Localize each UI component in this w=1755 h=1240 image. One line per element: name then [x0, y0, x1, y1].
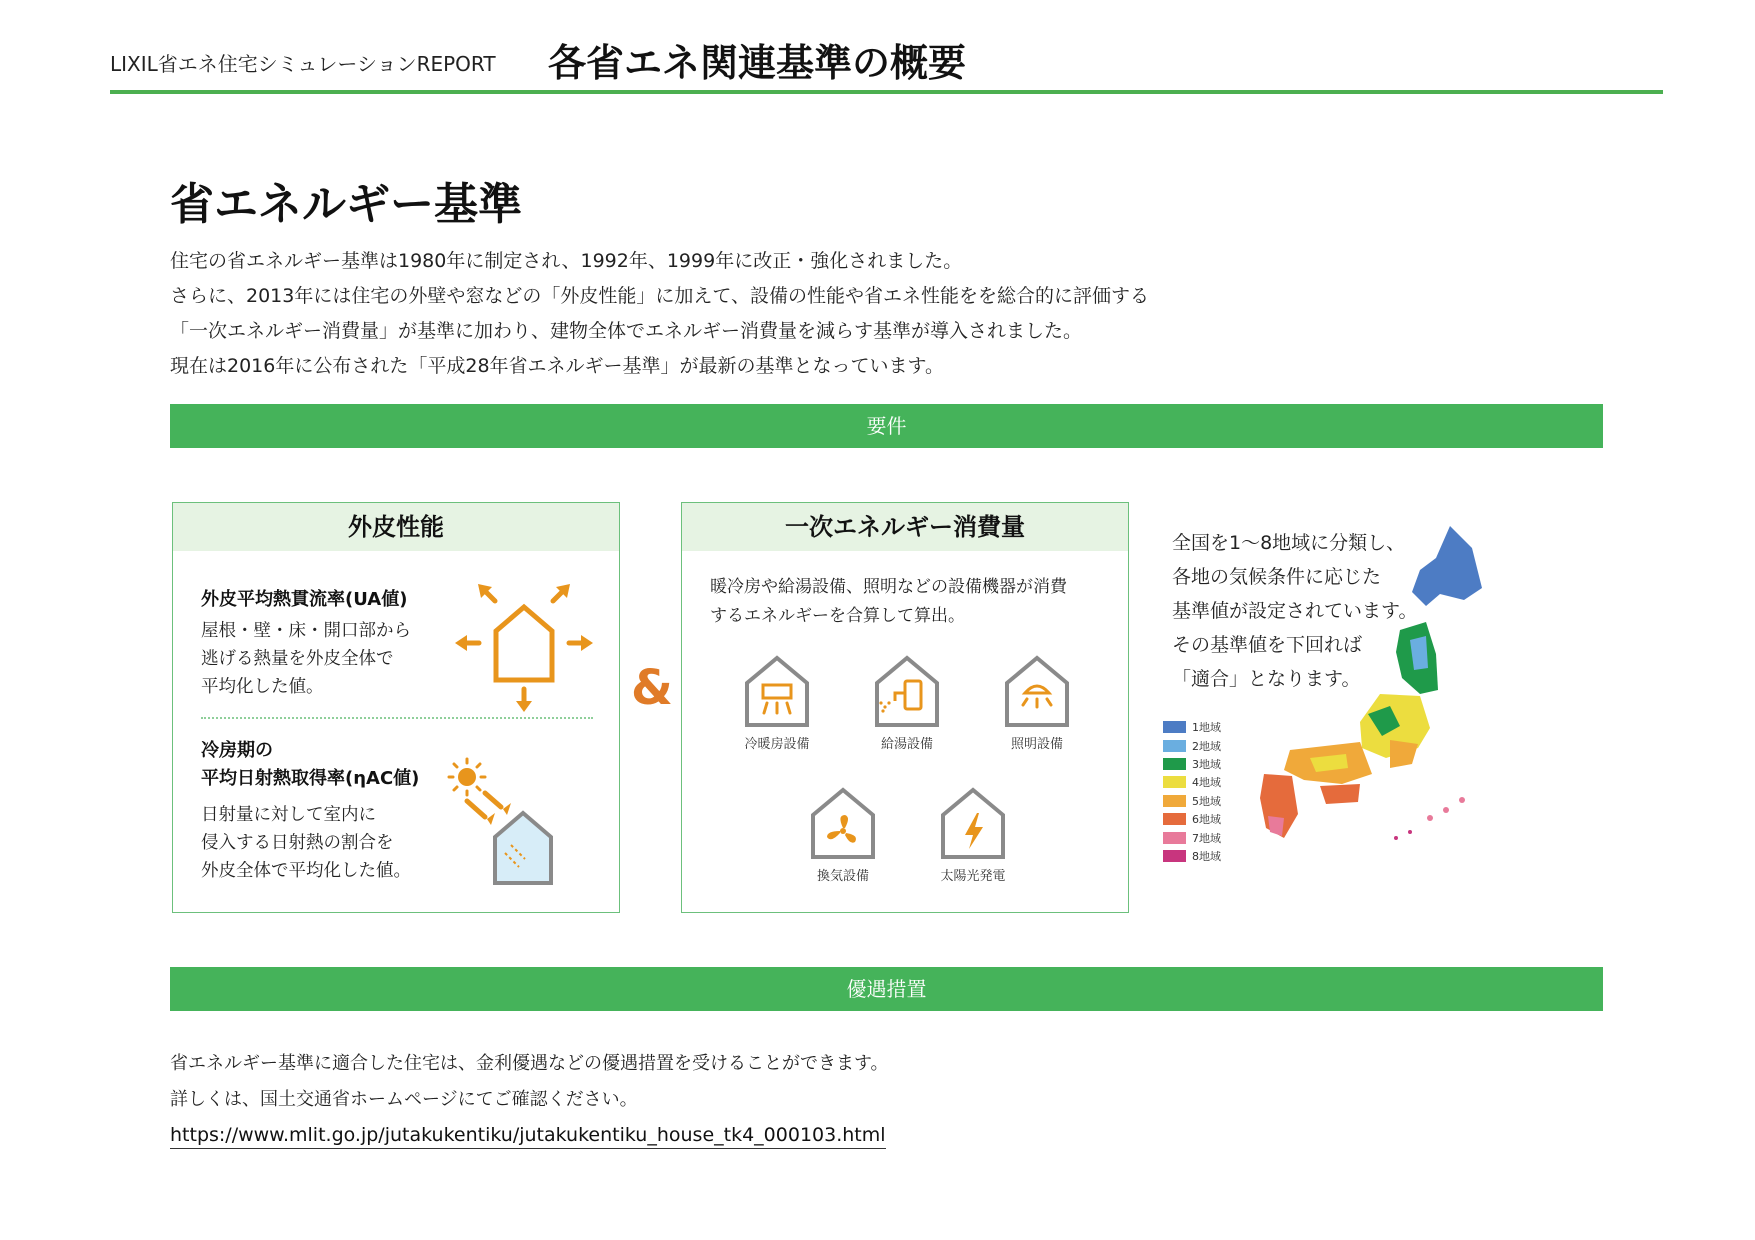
legend-item [1163, 755, 1221, 773]
footer-line: 省エネルギー基準に適合した住宅は、金利優遇などの優遇措置を受けることができます。 [170, 1053, 889, 1074]
intro-text [170, 248, 1570, 388]
ventilation-fan-icon [807, 785, 879, 863]
ua-description [201, 619, 411, 703]
map-region-kanto [1390, 740, 1418, 768]
mlit-link[interactable]: https://www.mlit.go.jp/jutakukentiku/jutakukentiku_house_tk4_000103.html [170, 1124, 886, 1149]
eta-line: 外皮全体で平均化した値。 [201, 861, 411, 881]
section-title: 省エネルギー基準 [170, 179, 522, 230]
legend-swatch [1163, 740, 1186, 752]
equipment-label: 太陽光発電 [940, 869, 1006, 884]
legend-label: 3地域 [1192, 757, 1221, 771]
requirements-bar: 要件 [170, 404, 1603, 448]
equipment-water-heater [852, 653, 962, 752]
map-region-hokkaido [1412, 526, 1482, 606]
desc-line: 暖冷房や給湯設備、照明などの設備機器が消費 [710, 577, 1067, 597]
eta-line: 日射量に対して室内に [201, 805, 376, 825]
japan-climate-map [1250, 518, 1490, 858]
report-subtitle: LIXIL省エネ住宅シミュレーションREPORT [110, 52, 496, 76]
equipment-solar [918, 785, 1028, 884]
desc-line: するエネルギーを合算して算出。 [710, 606, 965, 626]
primary-energy-description [710, 575, 1067, 633]
air-conditioner-icon [741, 653, 813, 731]
region-line: 「適合」となります。 [1172, 668, 1361, 690]
legend-swatch [1163, 776, 1186, 788]
legend-label: 4地域 [1192, 776, 1221, 790]
solar-gain-house-icon [441, 753, 566, 893]
equipment-label: 換気設備 [816, 869, 869, 884]
legend-item [1163, 718, 1221, 736]
legend-item [1163, 810, 1221, 828]
legend-item [1163, 847, 1221, 865]
ua-title: 外皮平均熱貫流率(UA値) [201, 589, 408, 610]
intro-line: 現在は2016年に公布された「平成28年省エネルギー基準」が最新の基準となっています。 [170, 355, 945, 377]
intro-line: 「一次エネルギー消費量」が基準に加わり、建物全体でエネルギー消費量を減らす基準が導入されました。 [170, 320, 1083, 342]
legend-item [1163, 828, 1221, 846]
intro-line: さらに、2013年には住宅の外壁や窓などの「外皮性能」に加えて、設備の性能や省エネ性能をを総合的に評価する [170, 285, 1149, 307]
envelope-card-title: 外皮性能 [173, 503, 619, 551]
primary-energy-card-title: 一次エネルギー消費量 [682, 503, 1128, 551]
page-title: 各省エネ関連基準の概要 [548, 41, 967, 85]
water-heater-icon [871, 653, 943, 731]
legend-swatch [1163, 721, 1186, 733]
primary-energy-card [681, 502, 1129, 913]
region-line: 基準値が設定されています。 [1172, 600, 1418, 622]
map-region-south-kyushu [1268, 816, 1284, 836]
legend-label: 1地域 [1192, 721, 1221, 735]
legend-item [1163, 792, 1221, 810]
legend-swatch [1163, 832, 1186, 844]
region-line: その基準値を下回れば [1172, 634, 1363, 656]
ua-line: 逃げる熱量を外皮全体で [201, 649, 394, 669]
map-legend [1163, 718, 1221, 865]
legend-label: 6地域 [1192, 813, 1221, 827]
legend-swatch [1163, 813, 1186, 825]
footer-line: 詳しくは、国土交通省ホームページにてご確認ください。 [170, 1089, 638, 1110]
legend-item [1163, 773, 1221, 791]
ampersand: & [631, 660, 673, 716]
ua-line: 平均化した値。 [201, 677, 324, 697]
legend-label: 2地域 [1192, 739, 1221, 753]
legend-item [1163, 736, 1221, 754]
region-line: 全国を1〜8地域に分類し、 [1172, 532, 1406, 554]
eta-line: 侵入する日射熱の割合を [201, 833, 394, 853]
ceiling-light-icon [1001, 653, 1073, 731]
solar-power-icon [937, 785, 1009, 863]
header-divider [110, 90, 1663, 94]
heat-loss-house-icon [451, 581, 596, 716]
eta-description [201, 803, 411, 887]
equipment-lighting [982, 653, 1092, 752]
eta-title [201, 739, 419, 795]
legend-label: 5地域 [1192, 794, 1221, 808]
envelope-card [172, 502, 620, 913]
eta-title-line: 冷房期の [201, 740, 273, 761]
equipment-label: 冷暖房設備 [744, 737, 810, 752]
legend-swatch [1163, 758, 1186, 770]
ua-line: 屋根・壁・床・開口部から [201, 621, 411, 641]
eta-title-line: 平均日射熱取得率(ηAC値) [201, 768, 420, 789]
equipment-ventilation [788, 785, 898, 884]
equipment-heating-cooling [722, 653, 832, 752]
legend-label: 7地域 [1192, 831, 1221, 845]
equipment-label: 給湯設備 [880, 737, 933, 752]
legend-swatch [1163, 850, 1186, 862]
intro-line: 住宅の省エネルギー基準は1980年に制定され、1992年、1999年に改正・強化されました。 [170, 250, 963, 272]
map-region-shikoku [1320, 784, 1360, 804]
equipment-label: 照明設備 [1010, 737, 1063, 752]
footer-text [170, 1052, 889, 1124]
legend-swatch [1163, 795, 1186, 807]
card-divider [201, 717, 593, 719]
preferential-bar: 優遇措置 [170, 967, 1603, 1011]
region-line: 各地の気候条件に応じた [1172, 566, 1382, 588]
legend-label: 8地域 [1192, 849, 1221, 863]
